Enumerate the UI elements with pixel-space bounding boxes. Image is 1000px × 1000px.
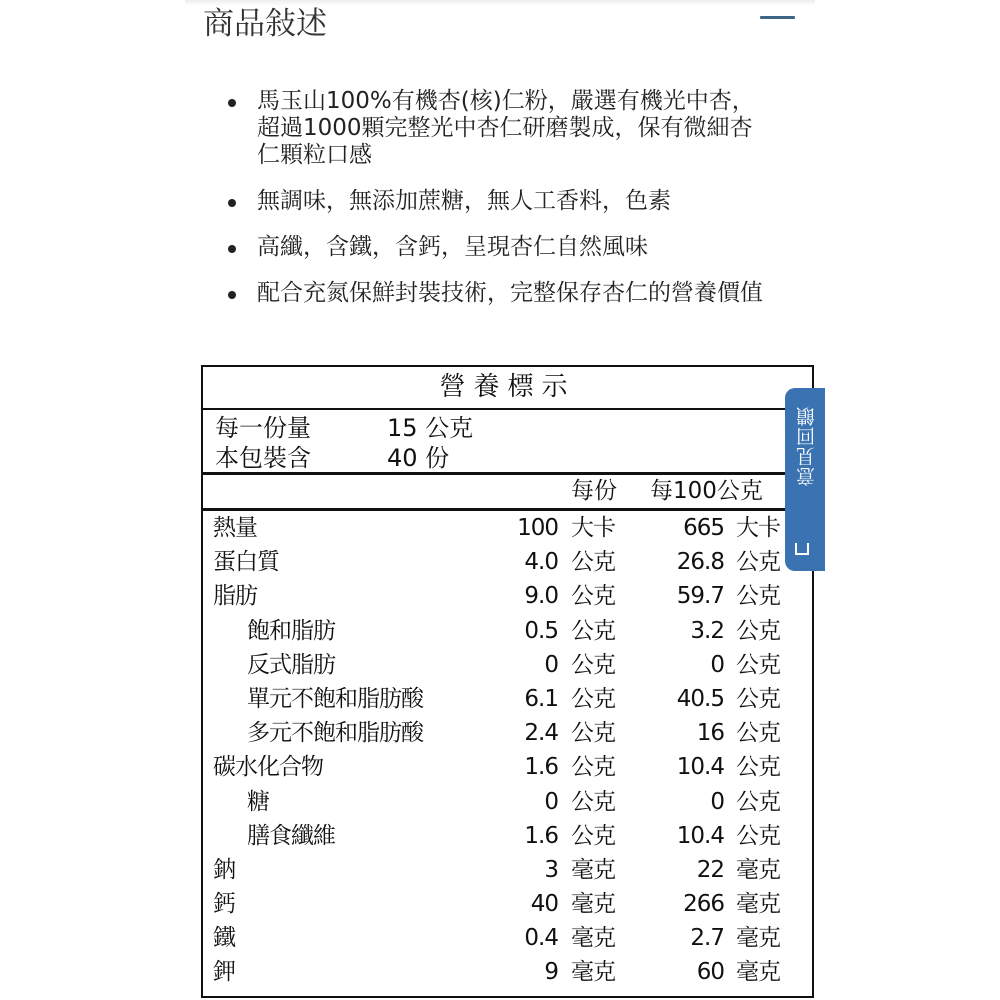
table-row bbox=[203, 511, 812, 545]
unit-per-serving: 公克 bbox=[571, 788, 615, 815]
nutrient-name: 飽和脂肪 bbox=[247, 617, 335, 644]
nutrient-name: 多元不飽和脂肪酸 bbox=[247, 720, 423, 747]
feedback-label: 意見回饋 bbox=[796, 406, 818, 486]
unit-per-100g: 公克 bbox=[736, 754, 780, 781]
unit-per-serving: 公克 bbox=[571, 822, 615, 849]
unit-per-serving: 毫克 bbox=[571, 856, 615, 883]
serving-label: 每一份量 bbox=[215, 414, 311, 442]
unit-per-serving: 大卡 bbox=[571, 515, 615, 541]
value-per-100g: 10.4 bbox=[676, 822, 724, 849]
value-per-serving: 9.0 bbox=[524, 583, 558, 610]
unit-per-100g: 公克 bbox=[736, 651, 780, 678]
unit-per-100g: 公克 bbox=[736, 822, 780, 849]
nutrient-name: 反式脂肪 bbox=[247, 651, 335, 678]
description-list bbox=[228, 88, 768, 326]
list-item: 馬玉山100%有機杏(核)仁粉，嚴選有機光中杏，超過1000顆完整光中杏仁研磨製成，保有微細杏仁顆粒口感 bbox=[228, 88, 768, 169]
value-per-100g: 10.4 bbox=[676, 754, 724, 781]
unit-per-serving: 公克 bbox=[571, 685, 615, 712]
col-per-serving: 每份 bbox=[571, 478, 617, 504]
value-per-serving: 1.6 bbox=[524, 822, 558, 849]
table-row bbox=[203, 955, 812, 989]
table-row bbox=[203, 579, 812, 613]
nutrient-name: 鐵 bbox=[213, 925, 235, 952]
nutrition-table bbox=[201, 365, 814, 998]
table-row bbox=[203, 682, 812, 716]
table-row bbox=[203, 887, 812, 921]
col-per-100g: 每100公克 bbox=[650, 478, 763, 504]
nutrient-name: 熱量 bbox=[213, 515, 257, 541]
serving-info bbox=[203, 410, 812, 475]
value-per-100g: 40.5 bbox=[676, 685, 724, 712]
value-per-100g: 59.7 bbox=[676, 583, 724, 610]
value-per-serving: 0 bbox=[544, 651, 558, 678]
nutrient-name: 脂肪 bbox=[213, 583, 257, 610]
table-row bbox=[203, 921, 812, 955]
section-title: 商品敍述 bbox=[203, 6, 327, 42]
list-item: 無調味，無添加蔗糖，無人工香料，色素 bbox=[228, 188, 768, 215]
unit-per-serving: 公克 bbox=[571, 754, 615, 781]
nutrient-name: 碳水化合物 bbox=[213, 754, 323, 781]
minus-icon[interactable] bbox=[760, 16, 795, 19]
value-per-100g: 0 bbox=[710, 788, 724, 815]
unit-per-serving: 公克 bbox=[571, 720, 615, 747]
list-item: 高纖，含鐵，含鈣，呈現杏仁自然風味 bbox=[228, 234, 768, 261]
unit-per-100g: 公克 bbox=[736, 788, 780, 815]
table-row bbox=[203, 785, 812, 819]
value-per-100g: 0 bbox=[710, 651, 724, 678]
unit-per-100g: 毫克 bbox=[736, 959, 780, 986]
nutrient-name: 糖 bbox=[247, 788, 269, 815]
value-per-serving: 1.6 bbox=[524, 754, 558, 781]
nutrient-name: 膳食纖維 bbox=[247, 822, 335, 849]
value-per-serving: 4.0 bbox=[524, 549, 558, 576]
unit-per-100g: 公克 bbox=[736, 720, 780, 747]
value-per-serving: 3 bbox=[544, 856, 558, 883]
table-row bbox=[203, 750, 812, 784]
unit-per-serving: 公克 bbox=[571, 617, 615, 644]
nutrient-name: 鉀 bbox=[213, 959, 235, 986]
unit-per-100g: 公克 bbox=[736, 617, 780, 644]
table-row bbox=[203, 716, 812, 750]
unit-per-serving: 公克 bbox=[571, 651, 615, 678]
value-per-100g: 16 bbox=[696, 720, 724, 747]
nutrient-name: 鈉 bbox=[213, 856, 235, 883]
feedback-tab[interactable] bbox=[785, 388, 825, 571]
list-item: 配合充氮保鮮封裝技術，完整保存杏仁的營養價值 bbox=[228, 280, 768, 307]
value-per-serving: 100 bbox=[517, 515, 558, 541]
unit-per-serving: 毫克 bbox=[571, 891, 615, 918]
value-per-100g: 3.2 bbox=[690, 617, 724, 644]
value-per-serving: 6.1 bbox=[524, 685, 558, 712]
table-row bbox=[203, 545, 812, 579]
unit-per-100g: 毫克 bbox=[736, 856, 780, 883]
value-per-serving: 9 bbox=[544, 959, 558, 986]
unit-per-100g: 公克 bbox=[736, 549, 780, 576]
unit-per-serving: 公克 bbox=[571, 549, 615, 576]
unit-per-100g: 毫克 bbox=[736, 925, 780, 952]
nutrient-name: 蛋白質 bbox=[213, 549, 279, 576]
value-per-serving: 2.4 bbox=[524, 720, 558, 747]
value-per-100g: 60 bbox=[696, 959, 724, 986]
nutrient-name: 單元不飽和脂肪酸 bbox=[247, 685, 423, 712]
package-value: 40 份 bbox=[387, 444, 450, 472]
value-per-100g: 22 bbox=[696, 856, 724, 883]
value-per-100g: 266 bbox=[683, 891, 724, 918]
unit-per-serving: 毫克 bbox=[571, 925, 615, 952]
table-row bbox=[203, 614, 812, 648]
unit-per-100g: 毫克 bbox=[736, 891, 780, 918]
unit-per-100g: 公克 bbox=[736, 583, 780, 610]
unit-per-serving: 毫克 bbox=[571, 959, 615, 986]
value-per-100g: 665 bbox=[683, 515, 724, 541]
value-per-serving: 0.5 bbox=[524, 617, 558, 644]
serving-value: 15 公克 bbox=[387, 414, 474, 442]
unit-per-serving: 公克 bbox=[571, 583, 615, 610]
nutrition-title: 營養標示 bbox=[203, 367, 812, 410]
table-row bbox=[203, 819, 812, 853]
nutrition-rows bbox=[203, 511, 812, 990]
table-row bbox=[203, 648, 812, 682]
unit-per-100g: 公克 bbox=[736, 685, 780, 712]
nutrient-name: 鈣 bbox=[213, 891, 235, 918]
value-per-serving: 0.4 bbox=[524, 925, 558, 952]
table-row bbox=[203, 853, 812, 887]
unit-per-100g: 大卡 bbox=[736, 515, 780, 541]
package-label: 本包裝含 bbox=[215, 444, 311, 472]
column-header bbox=[203, 475, 812, 511]
value-per-serving: 40 bbox=[530, 891, 558, 918]
value-per-100g: 2.7 bbox=[690, 925, 724, 952]
value-per-serving: 0 bbox=[544, 788, 558, 815]
feedback-icon bbox=[795, 543, 809, 555]
value-per-100g: 26.8 bbox=[676, 549, 724, 576]
